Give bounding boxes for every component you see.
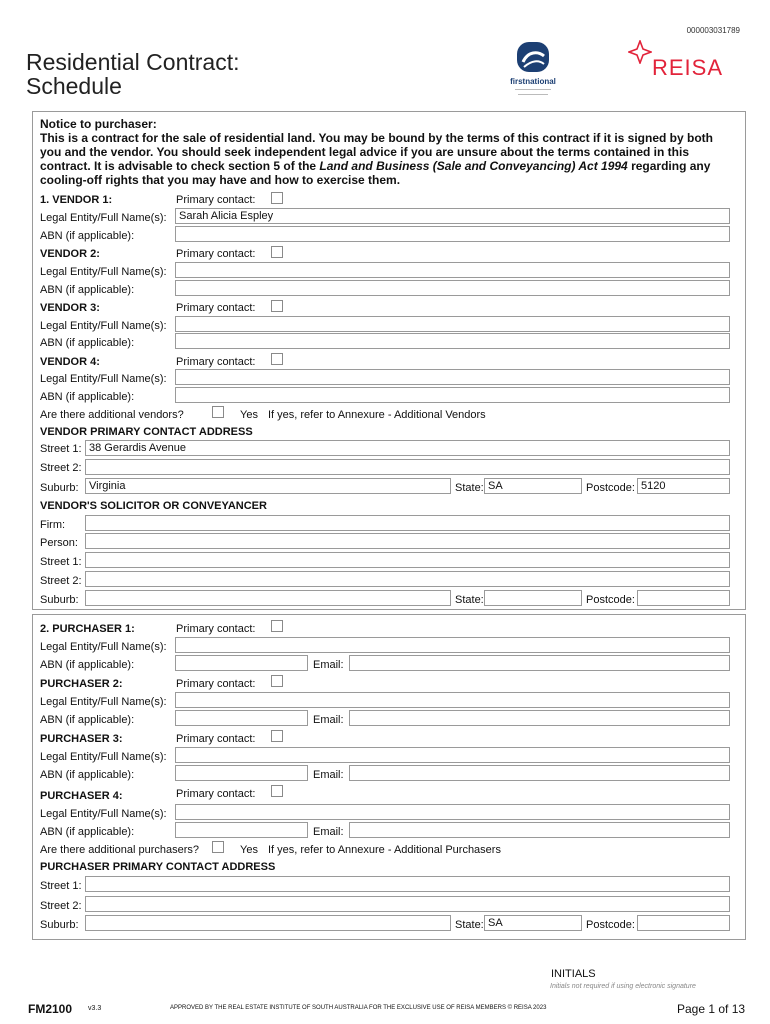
purchaser-2-name-field[interactable] bbox=[175, 692, 730, 708]
purchaser-2-primary-checkbox[interactable] bbox=[271, 675, 283, 687]
vendor-4-primary-label: Primary contact: bbox=[176, 356, 256, 368]
purchaser-3-email-label: Email: bbox=[313, 769, 344, 781]
solicitor-postcode-label: Postcode: bbox=[586, 594, 635, 606]
purchaser-1-primary-label: Primary contact: bbox=[176, 623, 256, 635]
solicitor-street2-field[interactable] bbox=[85, 571, 730, 587]
purchaser-3-abn-field[interactable] bbox=[175, 765, 308, 781]
firstnational-wordmark: firstnational bbox=[510, 77, 556, 86]
title-line-1: Residential Contract: bbox=[26, 49, 240, 75]
vendor-street1-field[interactable]: 38 Gerardis Avenue bbox=[85, 440, 730, 456]
purchaser-street2-field[interactable] bbox=[85, 896, 730, 912]
additional-purchasers-yes: Yes bbox=[240, 844, 258, 856]
additional-purchasers-checkbox[interactable] bbox=[212, 841, 224, 853]
vendor-street2-field[interactable] bbox=[85, 459, 730, 475]
title-line-2: Schedule bbox=[26, 73, 122, 99]
vendor-suburb-label: Suburb: bbox=[40, 482, 79, 494]
purchaser-street1-field[interactable] bbox=[85, 876, 730, 892]
vendor-4-primary-checkbox[interactable] bbox=[271, 353, 283, 365]
purchaser-2-abn-field[interactable] bbox=[175, 710, 308, 726]
vendor-2-abn-field[interactable] bbox=[175, 280, 730, 296]
purchaser-postcode-field[interactable] bbox=[637, 915, 730, 931]
purchaser-3-name-field[interactable] bbox=[175, 747, 730, 763]
vendor-postcode-field[interactable]: 5120 bbox=[637, 478, 730, 494]
purchaser-4-name-label: Legal Entity/Full Name(s): bbox=[40, 808, 167, 820]
vendor-state-field[interactable]: SA bbox=[484, 478, 582, 494]
solicitor-firm-label: Firm: bbox=[40, 519, 66, 531]
solicitor-state-field[interactable] bbox=[484, 590, 582, 606]
purchaser-1-abn-label: ABN (if applicable): bbox=[40, 659, 135, 671]
vendor-4-abn-label: ABN (if applicable): bbox=[40, 391, 135, 403]
vendor-2-abn-label: ABN (if applicable): bbox=[40, 284, 135, 296]
vendor-street2-label: Street 2: bbox=[40, 462, 82, 474]
vendor-street1-label: Street 1: bbox=[40, 443, 82, 455]
purchaser-2-primary-label: Primary contact: bbox=[176, 678, 256, 690]
reisa-wordmark: REISA bbox=[652, 55, 724, 80]
additional-vendors-question: Are there additional vendors? bbox=[40, 409, 184, 421]
purchaser-1-email-field[interactable] bbox=[349, 655, 730, 671]
additional-vendors-checkbox[interactable] bbox=[212, 406, 224, 418]
purchaser-2-heading: PURCHASER 2: bbox=[40, 678, 123, 690]
solicitor-suburb-label: Suburb: bbox=[40, 594, 79, 606]
vendor-3-heading: VENDOR 3: bbox=[40, 302, 100, 314]
purchaser-2-abn-label: ABN (if applicable): bbox=[40, 714, 135, 726]
purchaser-address-heading: PURCHASER PRIMARY CONTACT ADDRESS bbox=[40, 861, 276, 873]
notice-heading: Notice to purchaser: bbox=[40, 117, 157, 131]
form-code: FM2100 bbox=[28, 1002, 73, 1016]
vendor-3-name-field[interactable] bbox=[175, 316, 730, 332]
purchaser-1-name-field[interactable] bbox=[175, 637, 730, 653]
purchaser-4-primary-label: Primary contact: bbox=[176, 788, 256, 800]
vendor-4-name-field[interactable] bbox=[175, 369, 730, 385]
vendor-1-abn-label: ABN (if applicable): bbox=[40, 230, 135, 242]
additional-vendors-note: If yes, refer to Annexure - Additional Vendors bbox=[268, 409, 486, 421]
purchaser-3-name-label: Legal Entity/Full Name(s): bbox=[40, 751, 167, 763]
purchaser-3-abn-label: ABN (if applicable): bbox=[40, 769, 135, 781]
vendor-1-heading: 1. VENDOR 1: bbox=[40, 194, 113, 206]
vendor-4-name-label: Legal Entity/Full Name(s): bbox=[40, 373, 167, 385]
vendor-3-primary-label: Primary contact: bbox=[176, 302, 256, 314]
page-number: Page 1 of 13 bbox=[677, 1002, 746, 1016]
vendor-3-abn-field[interactable] bbox=[175, 333, 730, 349]
initials-label: INITIALS bbox=[551, 968, 596, 980]
purchaser-4-email-field[interactable] bbox=[349, 822, 730, 838]
notice-text-1: This is a contract for the sale of residential land. You may be bound by the terms of this contract if it is signed by both you and the vendor. You should seek independent legal advice if you are unsure about the terms contained in this contract. It is advisable to check section 5 of the bbox=[40, 131, 713, 173]
purchaser-3-primary-checkbox[interactable] bbox=[271, 730, 283, 742]
solicitor-firm-field[interactable] bbox=[85, 515, 730, 531]
purchaser-state-field[interactable]: SA bbox=[484, 915, 582, 931]
purchaser-2-email-field[interactable] bbox=[349, 710, 730, 726]
vendor-3-name-label: Legal Entity/Full Name(s): bbox=[40, 320, 167, 332]
vendor-1-primary-label: Primary contact: bbox=[176, 194, 256, 206]
vendor-1-name-field[interactable]: Sarah Alicia Espley bbox=[175, 208, 730, 224]
vendor-1-primary-checkbox[interactable] bbox=[271, 192, 283, 204]
vendor-4-heading: VENDOR 4: bbox=[40, 356, 100, 368]
solicitor-suburb-field[interactable] bbox=[85, 590, 451, 606]
purchaser-suburb-field[interactable] bbox=[85, 915, 451, 931]
purchaser-4-name-field[interactable] bbox=[175, 804, 730, 820]
solicitor-person-field[interactable] bbox=[85, 533, 730, 549]
vendor-2-name-field[interactable] bbox=[175, 262, 730, 278]
purchaser-4-heading: PURCHASER 4: bbox=[40, 790, 123, 802]
purchaser-3-email-field[interactable] bbox=[349, 765, 730, 781]
additional-vendors-yes: Yes bbox=[240, 409, 258, 421]
firstnational-logo bbox=[506, 42, 560, 94]
vendor-3-primary-checkbox[interactable] bbox=[271, 300, 283, 312]
reisa-star-icon bbox=[628, 40, 652, 64]
purchaser-1-abn-field[interactable] bbox=[175, 655, 308, 671]
vendor-4-abn-field[interactable] bbox=[175, 387, 730, 403]
purchaser-4-abn-label: ABN (if applicable): bbox=[40, 826, 135, 838]
vendor-state-label: State: bbox=[455, 482, 484, 494]
purchaser-1-name-label: Legal Entity/Full Name(s): bbox=[40, 641, 167, 653]
purchaser-1-email-label: Email: bbox=[313, 659, 344, 671]
vendor-3-abn-label: ABN (if applicable): bbox=[40, 337, 135, 349]
solicitor-heading: VENDOR'S SOLICITOR OR CONVEYANCER bbox=[40, 500, 267, 512]
solicitor-street1-field[interactable] bbox=[85, 552, 730, 568]
purchaser-2-name-label: Legal Entity/Full Name(s): bbox=[40, 696, 167, 708]
purchaser-postcode-label: Postcode: bbox=[586, 919, 635, 931]
purchaser-2-email-label: Email: bbox=[313, 714, 344, 726]
notice-act-name: Land and Business (Sale and Conveyancing) Act 1994 bbox=[319, 159, 628, 173]
form-version: v3.3 bbox=[88, 1005, 102, 1012]
solicitor-postcode-field[interactable] bbox=[637, 590, 730, 606]
firstnational-emblem-icon bbox=[506, 42, 560, 72]
purchaser-4-primary-checkbox[interactable] bbox=[271, 785, 283, 797]
purchaser-state-label: State: bbox=[455, 919, 484, 931]
solicitor-state-label: State: bbox=[455, 594, 484, 606]
vendor-address-heading: VENDOR PRIMARY CONTACT ADDRESS bbox=[40, 426, 253, 438]
solicitor-street1-label: Street 1: bbox=[40, 556, 82, 568]
vendor-1-abn-field[interactable] bbox=[175, 226, 730, 242]
additional-purchasers-question: Are there additional purchasers? bbox=[40, 844, 199, 856]
purchaser-3-heading: PURCHASER 3: bbox=[40, 733, 123, 745]
vendor-2-name-label: Legal Entity/Full Name(s): bbox=[40, 266, 167, 278]
additional-purchasers-note: If yes, refer to Annexure - Additional Purchasers bbox=[268, 844, 501, 856]
solicitor-person-label: Person: bbox=[40, 537, 78, 549]
initials-note: Initials not required if using electronic signature bbox=[550, 983, 696, 990]
vendor-postcode-label: Postcode: bbox=[586, 482, 635, 494]
document-number: 000003031789 bbox=[686, 26, 740, 35]
purchaser-1-heading: 2. PURCHASER 1: bbox=[40, 623, 135, 635]
purchaser-3-primary-label: Primary contact: bbox=[176, 733, 256, 745]
purchaser-suburb-label: Suburb: bbox=[40, 919, 79, 931]
purchaser-street1-label: Street 1: bbox=[40, 880, 82, 892]
notice-to-purchaser bbox=[40, 117, 730, 187]
vendor-1-name-label: Legal Entity/Full Name(s): bbox=[40, 212, 167, 224]
vendor-2-primary-checkbox[interactable] bbox=[271, 246, 283, 258]
purchaser-1-primary-checkbox[interactable] bbox=[271, 620, 283, 632]
vendor-2-heading: VENDOR 2: bbox=[40, 248, 100, 260]
notice-text-2: regarding any cooling-off rights that you may have and how to exercise them. bbox=[40, 159, 711, 187]
purchaser-4-email-label: Email: bbox=[313, 826, 344, 838]
purchaser-street2-label: Street 2: bbox=[40, 900, 82, 912]
vendor-2-primary-label: Primary contact: bbox=[176, 248, 256, 260]
solicitor-street2-label: Street 2: bbox=[40, 575, 82, 587]
page-title bbox=[26, 50, 240, 98]
initials-box[interactable] bbox=[600, 964, 730, 982]
approval-notice: APPROVED BY THE REAL ESTATE INSTITUTE OF SOUTH AUSTRALIA FOR THE EXCLUSIVE USE OF REISA MEMBERS © REISA 2023 bbox=[170, 1005, 547, 1011]
purchaser-4-abn-field[interactable] bbox=[175, 822, 308, 838]
vendor-suburb-field[interactable]: Virginia bbox=[85, 478, 451, 494]
